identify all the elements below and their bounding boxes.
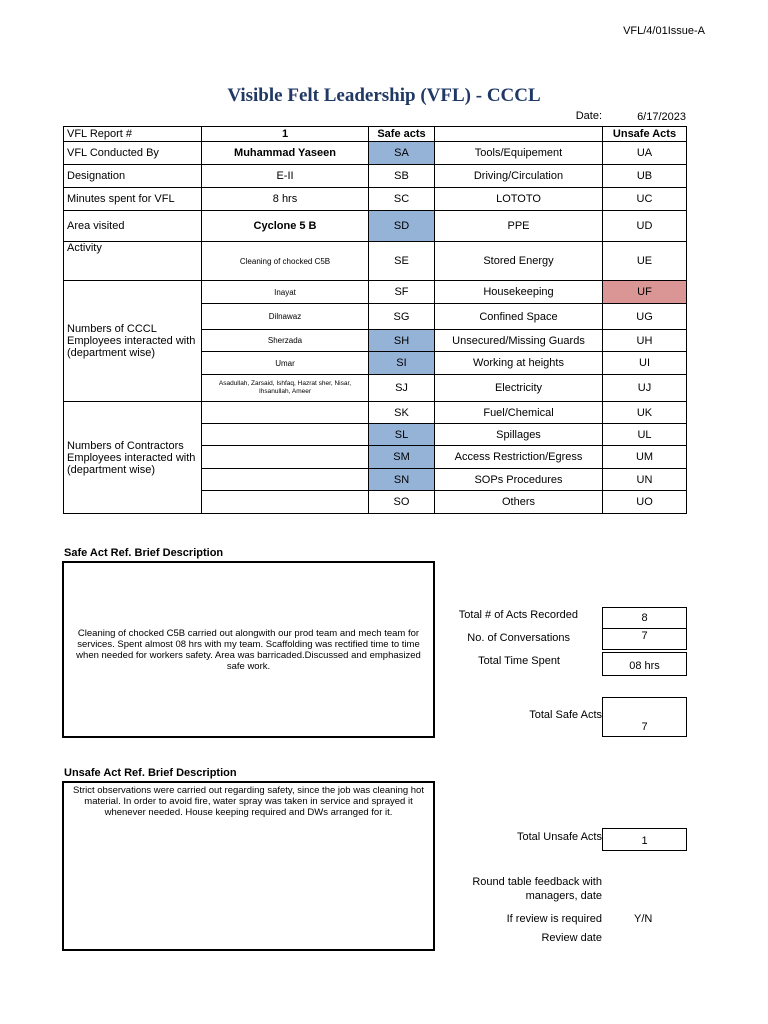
conducted-by-value: Muhammad Yaseen [202, 142, 369, 165]
area-value: Cyclone 5 B [202, 211, 369, 242]
review-required-label: If review is required [506, 913, 602, 925]
review-date-label: Review date [541, 932, 602, 944]
safe-code-sj: SJ [369, 375, 435, 402]
unsafe-code-ui: UI [603, 352, 687, 375]
safe-code-sc: SC [369, 188, 435, 211]
category-name-e: Stored Energy [435, 242, 603, 281]
safe-code-so: SO [369, 491, 435, 514]
total-acts-label: Total # of Acts Recorded [458, 609, 578, 621]
designation-label: Designation [64, 165, 202, 188]
safe-code-sk: SK [369, 402, 435, 424]
category-name-j: Electricity [435, 375, 603, 402]
unsafe-desc-label: Unsafe Act Ref. Brief Description [64, 767, 237, 779]
document-reference: VFL/4/01Issue-A [623, 25, 705, 37]
time-spent-value: 08 hrs [602, 652, 687, 676]
safe-code-sg: SG [369, 304, 435, 330]
category-name-o: Others [435, 491, 603, 514]
conversations-value: 7 [602, 628, 687, 650]
safe-code-sd: SD [369, 211, 435, 242]
minutes-value: 8 hrs [202, 188, 369, 211]
category-name-k: Fuel/Chemical [435, 402, 603, 424]
unsafe-code-ue: UE [603, 242, 687, 281]
review-required-value: Y/N [634, 913, 653, 925]
contractor-employee-4 [202, 469, 369, 491]
unsafe-code-uc: UC [603, 188, 687, 211]
vfl-main-table [63, 126, 687, 514]
total-acts-value: 8 [602, 607, 687, 629]
contractor-employee-1 [202, 402, 369, 424]
unsafe-code-ug: UG [603, 304, 687, 330]
safe-code-sb: SB [369, 165, 435, 188]
round-table-label: Round table feedback with managers, date [472, 876, 602, 902]
safe-code-sh: SH [369, 330, 435, 352]
safe-code-si: SI [369, 352, 435, 375]
unsafe-code-uf: UF [603, 281, 687, 304]
total-safe-acts-value: 7 [602, 697, 687, 737]
unsafe-code-ul: UL [603, 424, 687, 446]
safe-acts-header: Safe acts [369, 127, 435, 142]
total-unsafe-acts-label: Total Unsafe Acts [517, 831, 602, 843]
unsafe-code-uj: UJ [603, 375, 687, 402]
unsafe-code-um: UM [603, 446, 687, 469]
category-name-b: Driving/Circulation [435, 165, 603, 188]
category-name-a: Tools/Equipement [435, 142, 603, 165]
safe-code-sm: SM [369, 446, 435, 469]
total-safe-acts-label: Total Safe Acts [529, 709, 602, 721]
cccl-employee-3: Sherzada [202, 330, 369, 352]
activity-label: Activity [64, 242, 202, 281]
page-title: Visible Felt Leadership (VFL) - CCCL [227, 85, 541, 106]
unsafe-code-ub: UB [603, 165, 687, 188]
report-number-label: VFL Report # [64, 127, 202, 142]
contractor-employee-3 [202, 446, 369, 469]
category-name-g: Confined Space [435, 304, 603, 330]
safe-code-sf: SF [369, 281, 435, 304]
category-header [435, 127, 603, 142]
contractor-employees-label: Numbers of Contractors Employees interacted with (department wise) [64, 402, 202, 514]
conversations-label: No. of Conversations [467, 632, 570, 644]
safe-code-se: SE [369, 242, 435, 281]
safe-code-sn: SN [369, 469, 435, 491]
category-name-m: Access Restriction/Egress [435, 446, 603, 469]
total-unsafe-acts-value: 1 [602, 828, 687, 851]
conducted-by-label: VFL Conducted By [64, 142, 202, 165]
designation-value: E-II [202, 165, 369, 188]
unsafe-desc-text: Strict observations were carried out regarding safety, since the job was cleaning hot material. In order to avoid fire, water spray was taken in service and sprayed it whenever needed. House keeping required and DWs arranged for it. [73, 785, 424, 818]
safe-code-sa: SA [369, 142, 435, 165]
category-name-n: SOPs Procedures [435, 469, 603, 491]
category-name-f: Housekeeping [435, 281, 603, 304]
category-name-d: PPE [435, 211, 603, 242]
date-value: 6/17/2023 [637, 111, 686, 123]
category-name-h: Unsecured/Missing Guards [435, 330, 603, 352]
category-name-l: Spillages [435, 424, 603, 446]
unsafe-code-uo: UO [603, 491, 687, 514]
activity-value: Cleaning of chocked C5B [202, 242, 369, 281]
unsafe-acts-header: Unsafe Acts [603, 127, 687, 142]
area-label: Area visited [64, 211, 202, 242]
safe-desc-text: Cleaning of chocked C5B carried out alongwith our prod team and mech team for services. Spent almost 08 hrs with my team. Scaffolding was rectified time to time when needed for workers safety. Area was barricaded.Discussed and emphasized safe work. [76, 627, 421, 672]
cccl-employee-1: Inayat [202, 281, 369, 304]
contractor-employee-5 [202, 491, 369, 514]
safe-code-sl: SL [369, 424, 435, 446]
unsafe-code-ua: UA [603, 142, 687, 165]
date-label: Date: [575, 110, 602, 122]
cccl-employees-label: Numbers of CCCL Employees interacted with (department wise) [64, 281, 202, 402]
category-name-i: Working at heights [435, 352, 603, 375]
cccl-employee-2: Dilnawaz [202, 304, 369, 330]
contractor-employee-2 [202, 424, 369, 446]
cccl-employee-5: Asadullah, Zarsaid, Ishfaq, Hazrat sher, Nisar, Ihsanullah, Ameer [202, 375, 369, 402]
time-spent-label: Total Time Spent [478, 655, 560, 667]
report-number-value: 1 [202, 127, 369, 142]
category-name-c: LOTOTO [435, 188, 603, 211]
safe-desc-label: Safe Act Ref. Brief Description [64, 547, 224, 559]
cccl-employee-4: Umar [202, 352, 369, 375]
unsafe-desc-box [62, 781, 435, 951]
unsafe-code-ud: UD [603, 211, 687, 242]
unsafe-code-uh: UH [603, 330, 687, 352]
unsafe-code-un: UN [603, 469, 687, 491]
safe-desc-box [62, 561, 435, 738]
minutes-label: Minutes spent for VFL [64, 188, 202, 211]
unsafe-code-uk: UK [603, 402, 687, 424]
